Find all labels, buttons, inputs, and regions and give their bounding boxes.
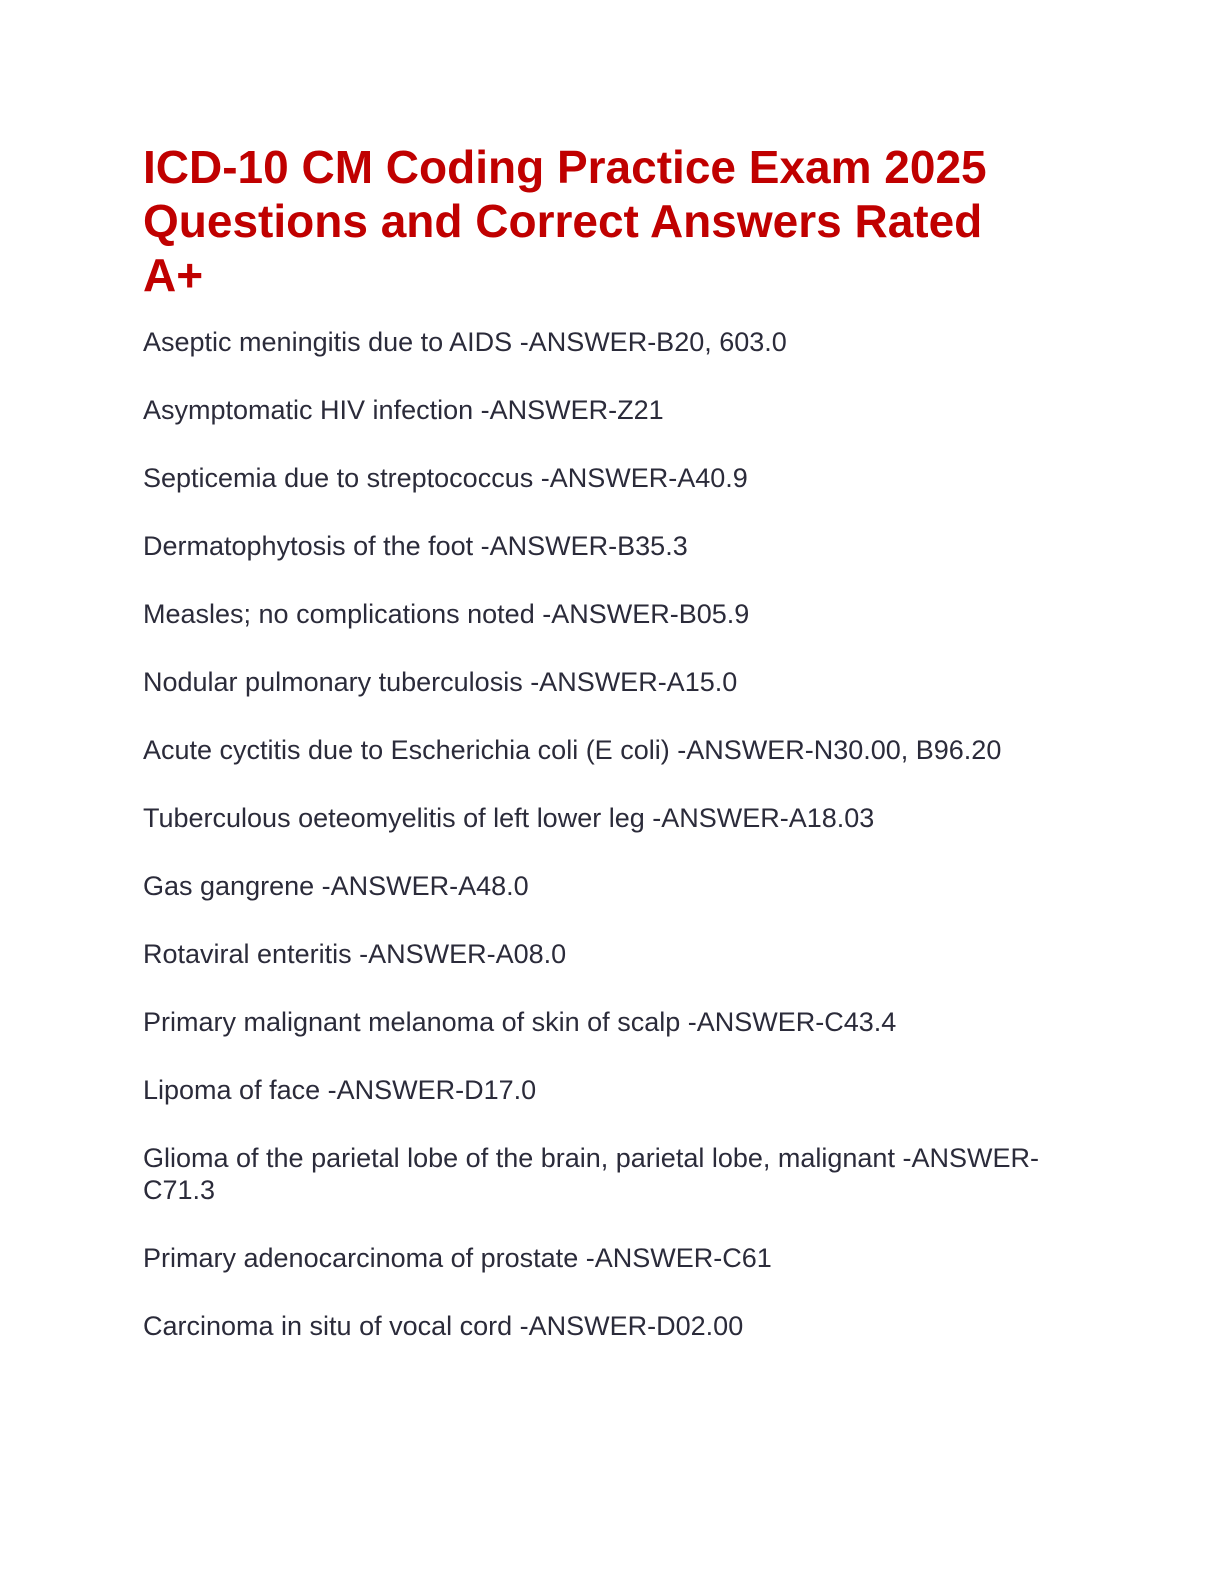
qa-item: Nodular pulmonary tuberculosis -ANSWER-A15.0 [143, 667, 738, 697]
qa-item: Dermatophytosis of the foot -ANSWER-B35.3 [143, 531, 688, 561]
qa-item: Asymptomatic HIV infection -ANSWER-Z21 [143, 395, 664, 425]
qa-item: Gas gangrene -ANSWER-A48.0 [143, 871, 529, 901]
qa-item: Rotaviral enteritis -ANSWER-A08.0 [143, 939, 567, 969]
qa-item: Measles; no complications noted -ANSWER-B05.9 [143, 599, 750, 629]
qa-item: Acute cyctitis due to Escherichia coli (E coli) -ANSWER-N30.00, B96.20 [143, 735, 1002, 765]
document-title: ICD-10 CM Coding Practice Exam 2025 Questions and Correct Answers Rated A+ [143, 141, 987, 301]
qa-item: Glioma of the parietal lobe of the brain, parietal lobe, malignant -ANSWER-C71.3 [143, 1143, 1039, 1205]
document-page [143, 140, 1043, 1378]
qa-item: Septicemia due to streptococcus -ANSWER-A40.9 [143, 463, 748, 493]
qa-item: Carcinoma in situ of vocal cord -ANSWER-D02.00 [143, 1311, 744, 1341]
qa-item: Primary adenocarcinoma of prostate -ANSWER-C61 [143, 1243, 772, 1273]
qa-list [143, 326, 1043, 1342]
qa-item: Lipoma of face -ANSWER-D17.0 [143, 1075, 537, 1105]
qa-item: Aseptic meningitis due to AIDS -ANSWER-B20, 603.0 [143, 327, 787, 357]
qa-item: Primary malignant melanoma of skin of scalp -ANSWER-C43.4 [143, 1007, 897, 1037]
qa-item: Tuberculous oeteomyelitis of left lower leg -ANSWER-A18.03 [143, 803, 875, 833]
